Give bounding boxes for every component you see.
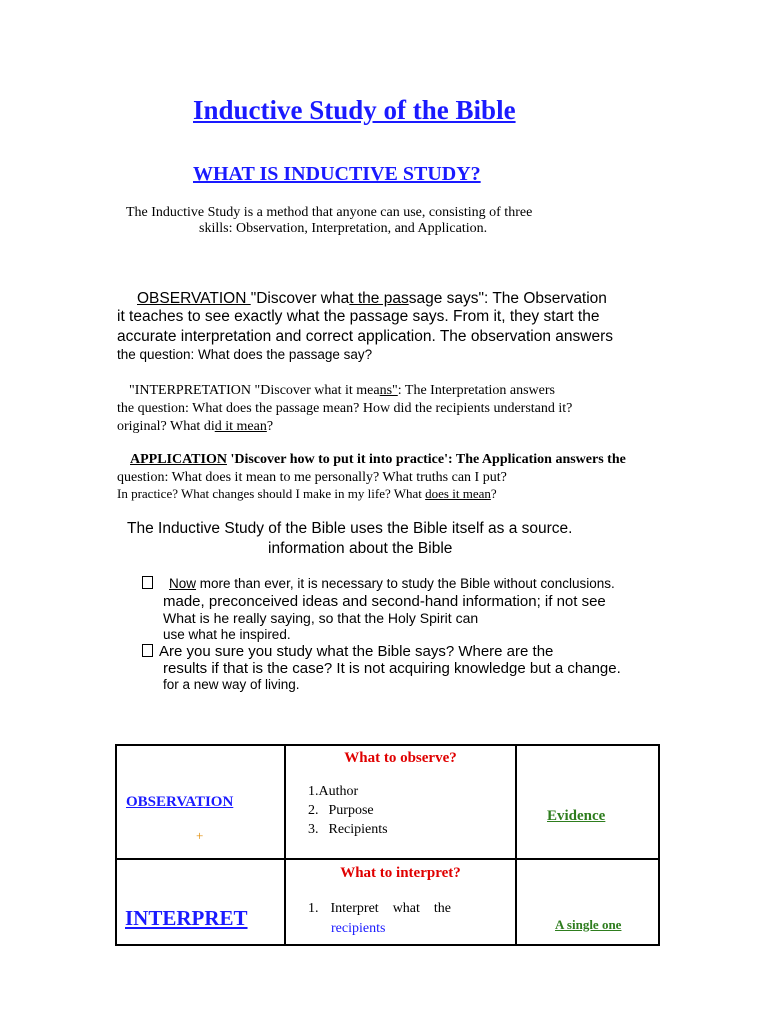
section-heading: WHAT IS INDUCTIVE STUDY? xyxy=(193,163,481,185)
bullet-1-line-4: use what he inspired. xyxy=(163,627,291,642)
bullet-2-line-2: results if that is the case? It is not acquiring knowledge but a change. xyxy=(163,660,621,677)
bullet-1-line-2: made, preconceived ideas and second-hand information; if not see xyxy=(163,593,606,610)
interpretation-line-3: original? What did it mean? xyxy=(117,419,274,434)
application-label: APPLICATION xyxy=(130,452,227,467)
application-line-3: In practice? What changes should I make in my life? What does it mean? xyxy=(117,486,497,501)
bullet-1-line-1: Now more than ever, it is necessary to study the Bible without conclusions. xyxy=(142,576,615,591)
list-item-continuation: recipients xyxy=(331,921,386,936)
observation-table-label: OBSERVATION xyxy=(126,794,234,810)
evidence-label: Evidence xyxy=(547,808,606,824)
table-cell-content xyxy=(285,859,516,945)
intro-line-1: The Inductive Study is a method that anyone can use, consisting of three xyxy=(126,205,533,220)
single-one-label: A single one xyxy=(555,917,622,932)
interpretation-line-1: "INTERPRETATION "Discover what it means": The Interpretation answers xyxy=(129,383,555,398)
list-item: 2. Purpose xyxy=(308,803,374,818)
bullet-2-line-1: Are you sure you study what the Bible says? Where are the xyxy=(142,643,553,660)
observe-header: What to observe? xyxy=(344,750,457,766)
interpret-header: What to interpret? xyxy=(340,865,461,881)
summary-line-1: The Inductive Study of the Bible uses the Bible itself as a source. xyxy=(127,520,573,537)
application-line-2: question: What does it mean to me personally? What truths can I put? xyxy=(117,470,507,485)
study-table xyxy=(115,744,660,946)
list-item: 1. Interpret what the xyxy=(308,901,452,916)
list-item: 3. Recipients xyxy=(308,822,388,837)
observation-line-4: the question: What does the passage say? xyxy=(117,347,373,362)
missing-glyph-icon xyxy=(142,576,153,589)
table-cell-label xyxy=(116,745,285,859)
observation-label: OBSERVATION xyxy=(137,290,251,307)
table-cell-content xyxy=(285,745,516,859)
interpret-table-label: INTERPRET xyxy=(125,906,248,930)
application-line-1: APPLICATION 'Discover how to put it into practice': The Application answers the xyxy=(130,452,626,467)
missing-glyph-icon xyxy=(142,644,153,657)
intro-line-2: skills: Observation, Interpretation, and Application. xyxy=(199,221,488,236)
table-cell-result xyxy=(516,745,659,859)
table-row-observation xyxy=(116,745,659,859)
bullet-2-line-3: for a new way of living. xyxy=(163,677,300,692)
observation-line-1: OBSERVATION "Discover what the passage says": The Observation xyxy=(137,290,607,307)
table-cell-label xyxy=(116,859,285,945)
observation-line-3: accurate interpretation and correct application. The observation answers xyxy=(117,328,613,345)
list-item: 1.Author xyxy=(308,784,359,799)
interpretation-line-2: the question: What does the passage mean? How did the recipients understand it? xyxy=(117,401,573,416)
observation-line-2: it teaches to see exactly what the passage says. From it, they start the xyxy=(117,308,600,325)
plus-icon: + xyxy=(196,828,204,843)
table-cell-result xyxy=(516,859,659,945)
page-title: Inductive Study of the Bible xyxy=(193,95,516,125)
bullet-1-line-3: What is he really saying, so that the Holy Spirit can xyxy=(163,610,479,626)
summary-line-2: information about the Bible xyxy=(268,540,453,557)
table-row-interpret xyxy=(116,859,659,945)
